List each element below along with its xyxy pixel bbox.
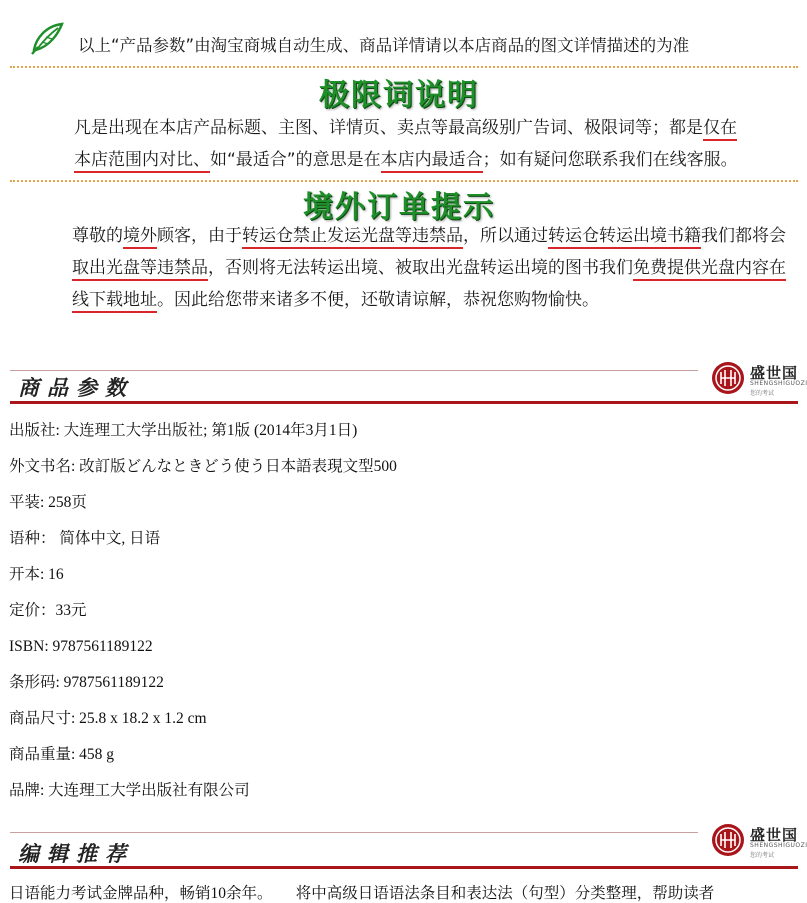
limit-words-paragraph <box>74 112 738 176</box>
notice-row <box>0 18 798 60</box>
underlined-phrase: 免费提供光盘内容在 <box>633 258 786 281</box>
recommend-text: 日语能力考试金牌品种，畅销10余年。 将中高级日语语法条目和表达法（句型）分类整理，帮助读者 <box>9 885 715 902</box>
brand-logo <box>710 358 807 400</box>
param-row: 外文书名: 改訂版どんなときどう使う日本語表現文型500 <box>9 458 397 475</box>
underlined-phrase: 转运仓转运出境书籍 <box>548 226 701 249</box>
overseas-line-3: 线下载地址。因此给您带来诸多不便，还敬请谅解，恭祝您购物愉快。 <box>72 284 786 316</box>
recommend-section-header <box>0 818 807 868</box>
overseas-line-2: 取出光盘等违禁品，否则将无法转运出境、被取出光盘转运出境的图书我们免费提供光盘内容在 <box>72 252 786 284</box>
limit-words-title: 极限词说明 <box>319 78 479 113</box>
brand-name: 盛世国 <box>750 826 799 844</box>
section-thin-line <box>10 832 698 833</box>
underlined-phrase: 境外 <box>123 226 157 249</box>
param-row: ISBN: 9787561189122 <box>9 638 153 655</box>
param-row: 平装: 258页 <box>9 494 87 511</box>
param-row: 定价：33元 <box>9 602 87 619</box>
notice-text: 以上“产品参数”由淘宝商城自动生成、商品详情请以本店商品的图文详情描述的为准 <box>78 36 690 55</box>
section-thin-line <box>10 370 698 371</box>
recommend-section-title: 编辑推荐 <box>18 841 134 866</box>
brand-sub2: 您的考试 <box>750 852 775 859</box>
overseas-title: 境外订单提示 <box>303 190 495 225</box>
limit-words-line-1: 凡是出现在本店产品标题、主图、详情页、卖点等最高级别广告词、极限词等；都是仅在 <box>74 112 738 144</box>
param-row: 出版社: 大连理工大学出版社; 第1版 (2014年3月1日) <box>9 422 358 439</box>
seal-icon <box>710 360 746 396</box>
brand-sub: SHENGSHIGUOZI <box>750 380 807 387</box>
params-list <box>9 420 397 816</box>
brand-logo <box>710 820 807 862</box>
underlined-phrase: 线下载地址 <box>72 290 157 313</box>
param-row: 条形码: 9787561189122 <box>9 674 164 691</box>
param-row: 品牌: 大连理工大学出版社有限公司 <box>9 782 250 799</box>
dotted-divider <box>10 66 798 68</box>
param-row: 商品尺寸: 25.8 x 18.2 x 1.2 cm <box>9 710 207 727</box>
overseas-paragraph <box>72 220 786 316</box>
underlined-phrase: 转运仓禁止发运光盘等违禁品 <box>242 226 463 249</box>
limit-words-line-2: 本店范围内对比、如“最适合”的意思是在本店内最适合；如有疑问您联系我们在线客服。 <box>74 144 738 176</box>
params-section-title: 商品参数 <box>18 375 134 400</box>
brand-sub: SHENGSHIGUOZI <box>750 842 807 849</box>
leaf-pen-icon <box>28 20 68 56</box>
params-section-header <box>0 356 807 406</box>
section-red-line <box>10 866 798 869</box>
param-row: 语种： 简体中文, 日语 <box>9 530 161 547</box>
seal-icon <box>710 822 746 858</box>
param-row: 开本: 16 <box>9 566 64 583</box>
underlined-phrase: 取出光盘等违禁品 <box>72 258 208 281</box>
brand-name: 盛世国 <box>750 364 799 382</box>
overseas-line-1: 尊敬的境外顾客，由于转运仓禁止发运光盘等违禁品，所以通过转运仓转运出境书籍我们都将会 <box>72 220 786 252</box>
underlined-phrase: 本店内最适合 <box>381 150 483 173</box>
brand-sub2: 您的考试 <box>750 390 775 397</box>
section-red-line <box>10 401 798 404</box>
underlined-phrase: 仅在 <box>703 118 737 141</box>
underlined-phrase: 本店范围内对比、 <box>74 150 210 173</box>
param-row: 商品重量: 458 g <box>9 746 115 763</box>
